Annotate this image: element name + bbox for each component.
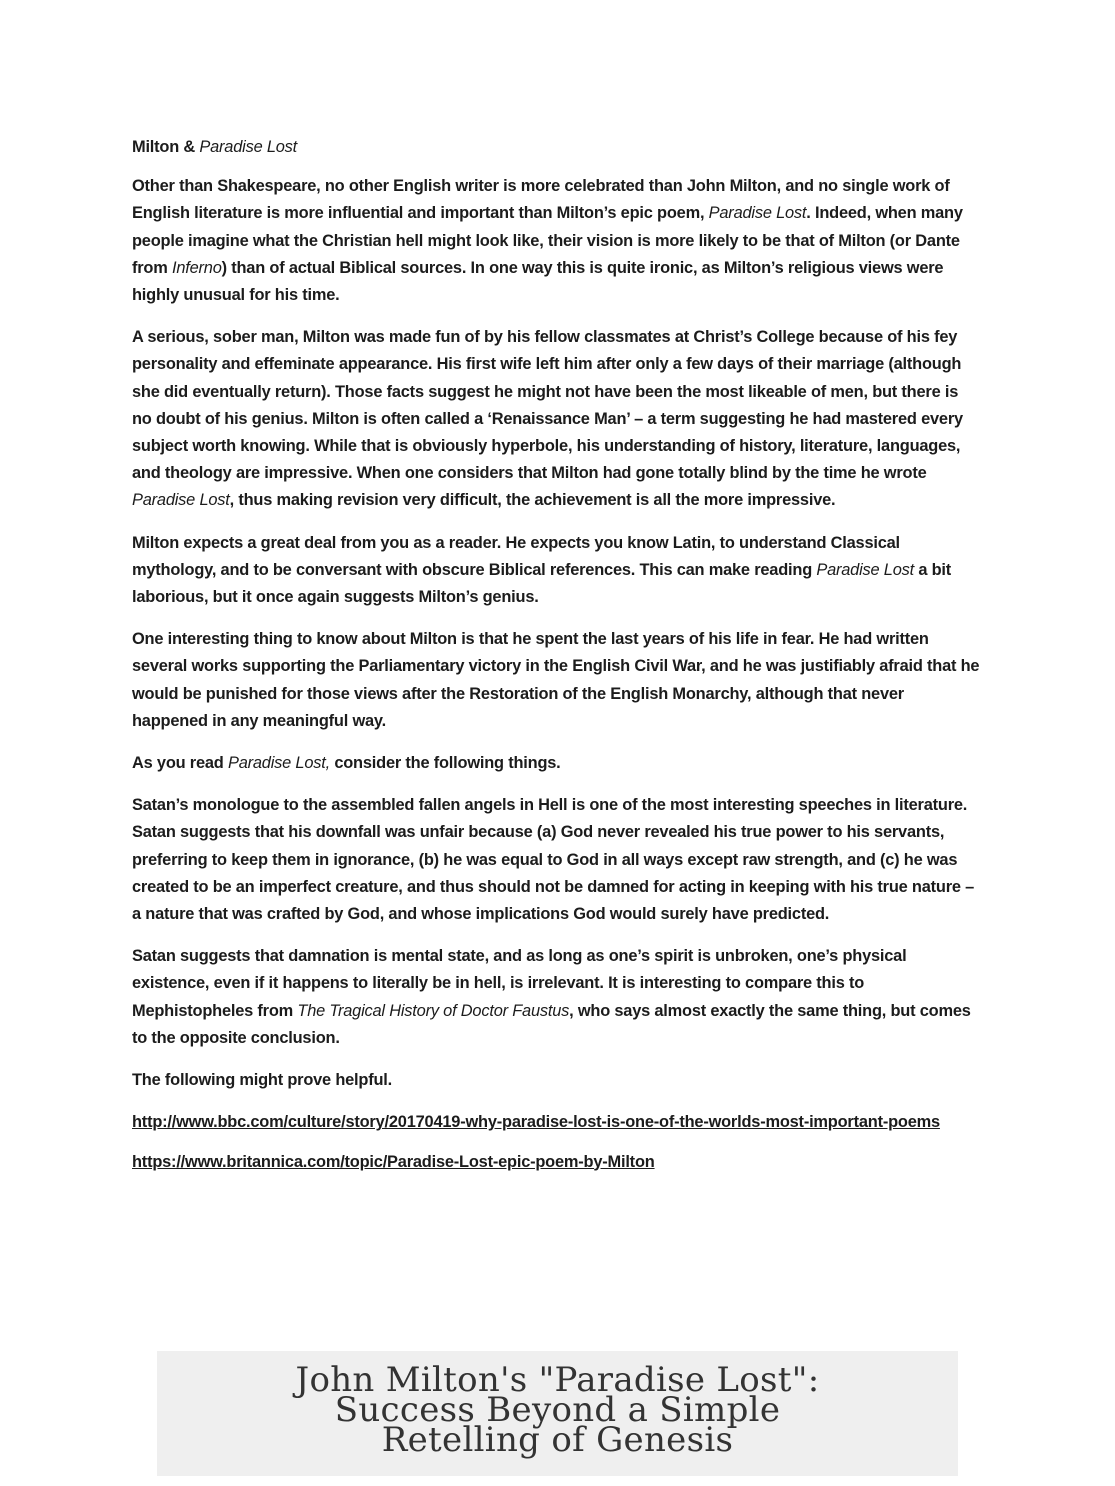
paragraph-8: The following might prove helpful. [132, 1071, 392, 1090]
caption-line: Retelling of Genesis [381, 1420, 734, 1460]
link-item [132, 1149, 982, 1176]
paragraph-4: One interesting thing to know about Milton is that he spent the last years of his life in fear. He had written several works supporting the Parliamentary victory in the English Civil War, and he was justifiably afraid that he would be punished for those views after the Restoration of the English Monarchy, although that never happened in any meaningful way. [132, 630, 980, 730]
paragraph-7: Satan suggests that damnation is mental state, and as long as one’s spirit is unbroken, one’s physical existence, even if it happens to literally be in hell, is irrelevant. It is interesting to compare this to Mephistopheles from The Tragical History of Doctor Faustus, who says almost exactly the same thing, but comes to the opposite conclusion. [132, 947, 971, 1047]
paragraph-2: A serious, sober man, Milton was made fun of by his fellow classmates at Christ’s College because of his fey personality and effeminate appearance. His first wife left him after only a few days of their marriage (although she did eventually return). Those facts suggest he might not have been the most likeable of men, but there is no doubt of his genius. Milton is often called a ‘Renaissance Man’ – a term suggesting he had mastered every subject worth knowing. While that is obviously hyperbole, his understanding of history, literature, languages, and theology are impressive. When one considers that Milton had gone totally blind by the time he wrote Paradise Lost, thus making revision very difficult, the achievement is all the more impressive. [132, 328, 963, 510]
document-body [132, 134, 982, 1188]
title-caption [157, 1351, 958, 1476]
document-heading: Milton & Paradise Lost [132, 138, 298, 156]
caption-line: John Milton's "Paradise Lost": [295, 1360, 820, 1400]
caption-line: Success Beyond a Simple [334, 1390, 781, 1430]
paragraph-5: As you read Paradise Lost, consider the following things. [132, 754, 561, 773]
britannica-link[interactable]: https://www.britannica.com/topic/Paradise-Lost-epic-poem-by-Milton [132, 1152, 655, 1171]
paragraph-6: Satan’s monologue to the assembled fallen angels in Hell is one of the most interesting speeches in literature. Satan suggests that his downfall was unfair because (a) God never revealed his true power to his servants, preferring to keep them in ignorance, (b) he was equal to God in all ways except raw strength, and (c) he was created to be an imperfect creature, and thus should not be damned for acting in keeping with his true nature – a nature that was crafted by God, and whose implications God would surely have predicted. [132, 796, 975, 924]
link-item [132, 1109, 982, 1136]
paragraph-1: Other than Shakespeare, no other English writer is more celebrated than John Milton, and no single work of English literature is more influential and important than Milton’s epic poem, Paradise Lost. Indeed, when many people imagine what the Christian hell might look like, their vision is more likely to be that of Milton (or Dante from Inferno) than of actual Biblical sources. In one way this is quite ironic, as Milton’s religious views were highly unusual for his time. [132, 177, 963, 305]
bbc-link[interactable]: http://www.bbc.com/culture/story/20170419-why-paradise-lost-is-one-of-the-worlds-most-important-poems [132, 1113, 940, 1132]
paragraph-3: Milton expects a great deal from you as a reader. He expects you know Latin, to understand Classical mythology, and to be conversant with obscure Biblical references. This can make reading Paradise Lost a bit laborious, but it once again suggests Milton’s genius. [132, 533, 952, 607]
